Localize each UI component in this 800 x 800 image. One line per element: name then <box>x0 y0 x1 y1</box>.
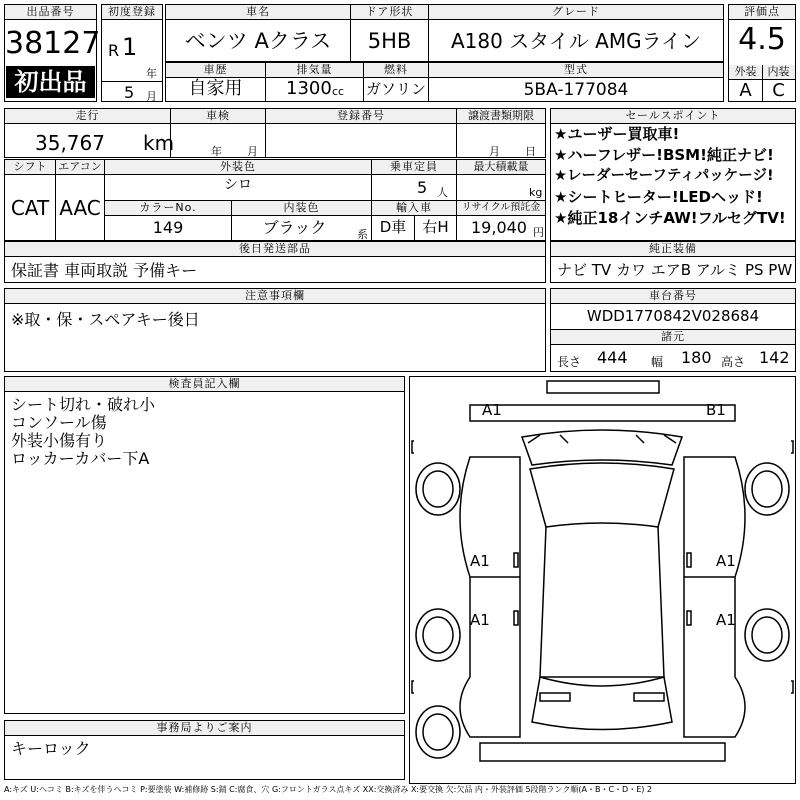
length: 444 <box>597 348 628 367</box>
damage-diagram <box>409 376 796 784</box>
mark-front-right: B1 <box>706 401 726 419</box>
later-parts-box <box>4 241 546 283</box>
transfer-day-unit: 日 <box>525 145 536 158</box>
era: R <box>108 41 120 60</box>
ext-color: シロ <box>224 177 252 193</box>
aircon: AAC <box>59 196 101 220</box>
length-label: 長さ <box>557 355 582 369</box>
width-label: 幅 <box>651 355 664 369</box>
displacement-label: 排気量 <box>266 63 363 78</box>
car-name: ベンツ Aクラス <box>184 29 332 53</box>
history-label: 車歴 <box>166 63 265 78</box>
first-registration-box <box>101 4 163 102</box>
capacity-label: 乗車定員 <box>372 160 456 175</box>
office-label: 事務局よりご案内 <box>5 721 404 736</box>
import-handle: 右H <box>422 218 449 236</box>
mark-door-rr: A1 <box>716 611 736 629</box>
inspector-note: コンソール傷 <box>11 413 107 432</box>
capacity: 5 <box>417 178 428 197</box>
exterior-grade: A <box>739 80 752 101</box>
sales-point-line: ★純正18インチAW!フルセグTV! <box>554 209 786 227</box>
import-dealer: D車 <box>379 218 407 236</box>
color-no: 149 <box>152 218 184 237</box>
left-side <box>460 457 520 737</box>
office-note: キーロック <box>11 739 91 758</box>
sales-point-box <box>550 108 796 241</box>
max-load-unit: kg <box>529 186 543 199</box>
chassis-number: WDD1770842V028684 <box>586 307 760 325</box>
chassis-label: 車台番号 <box>551 289 795 304</box>
reg-month: 5 <box>124 83 135 102</box>
front-bumper <box>547 381 659 393</box>
caution-label: 注意事項欄 <box>5 289 545 304</box>
office-box <box>4 720 405 780</box>
door-shape: 5HB <box>367 29 412 53</box>
mileage-unit: km <box>143 131 175 155</box>
rear-window <box>532 677 672 730</box>
roof <box>540 527 664 677</box>
mark-door-fl: A1 <box>470 552 490 570</box>
sales-point-line: ★レーダーセーフティパッケージ! <box>554 168 774 184</box>
height-label: 高さ <box>721 355 746 369</box>
sales-point-label: セールスポイント <box>551 109 795 124</box>
inspection-year-unit: 年 <box>211 145 222 158</box>
reg-year: 1 <box>122 33 138 61</box>
caution-box <box>4 288 546 372</box>
width: 180 <box>681 348 712 367</box>
year-unit: 年 <box>146 67 157 80</box>
int-color-label: 内装色 <box>232 201 371 216</box>
interior-label: 内装 <box>762 65 795 80</box>
transfer-month-unit: 月 <box>489 145 500 158</box>
capacity-unit: 人 <box>437 186 448 199</box>
car-diagram-svg <box>410 377 795 783</box>
caution-note: ※取・保・スペアキー後日 <box>11 310 200 329</box>
fuel: ガソリン <box>365 80 426 98</box>
lot-number-label: 出品番号 <box>5 5 96 20</box>
sales-point-line: ★ユーザー買取車! <box>554 125 680 143</box>
max-load-label: 最大積載量 <box>457 160 545 175</box>
inspector-label: 検査員記入欄 <box>5 377 404 392</box>
hood-outline <box>522 430 682 465</box>
first-registration-label: 初度登録 <box>102 5 162 20</box>
chassis-box <box>550 288 796 372</box>
int-color-unit: 系 <box>357 228 368 241</box>
mileage-label: 走行 <box>5 109 170 124</box>
lot-number: 38127 <box>5 26 101 61</box>
sales-point-line: ★ハーフレザー!BSM!純正ナビ! <box>554 146 774 164</box>
shift-label: シフト <box>5 160 55 175</box>
ext-color-label: 外装色 <box>105 160 371 175</box>
model-code: 5BA-177084 <box>523 80 629 100</box>
windshield <box>530 463 674 527</box>
rear-bumper <box>480 743 725 761</box>
inspector-note: ロッカーカバー下A <box>11 449 150 468</box>
equipment: ナビ TV カワ エアB アルミ PS PW <box>557 261 793 279</box>
grade-label: グレード <box>429 5 723 20</box>
mark-door-fr: A1 <box>716 552 736 570</box>
month-unit: 月 <box>146 90 157 103</box>
transfer-label: 譲渡書類期限 <box>457 109 545 124</box>
fuel-label: 燃料 <box>364 63 428 78</box>
later-parts: 保証書 車両取説 予備キー <box>11 261 198 280</box>
int-color: ブラック <box>262 218 327 237</box>
equipment-label: 純正装備 <box>551 242 795 257</box>
rating-label: 評価点 <box>729 5 795 20</box>
interior-grade: C <box>772 80 785 101</box>
vehicle-info-row2 <box>165 62 724 102</box>
dimensions-label: 諸元 <box>551 330 795 345</box>
grade: A180 スタイル AMGライン <box>450 29 701 53</box>
vehicle-info-row1 <box>165 4 724 62</box>
recycle-label: リサイクル預託金 <box>457 201 545 216</box>
later-parts-label: 後日発送部品 <box>5 242 545 257</box>
height: 142 <box>759 348 790 367</box>
color-no-label: カラーNo. <box>105 201 231 216</box>
legend: A:キズ U:ヘコミ B:キズを伴うヘコミ P:要塗装 W:補修跡 S:錆 C:腐食、穴 G:フロントガラス点キズ XX:交換済み X:要交換 欠:欠品 内・外装評価 5段階ランク順(A・B・C・D・E) 2 <box>4 785 653 794</box>
inspection-month-unit: 月 <box>247 145 258 158</box>
overall-rating: 4.5 <box>738 22 786 57</box>
inspector-box <box>4 376 405 714</box>
exterior-label: 外装 <box>729 65 762 80</box>
mileage: 35,767 <box>35 131 105 155</box>
first-listing-badge: 初出品 <box>6 66 95 98</box>
inspector-note: シート切れ・破れ小 <box>11 395 156 414</box>
spec-grid <box>4 159 546 241</box>
mark-door-rl: A1 <box>470 611 490 629</box>
import-label: 輸入車 <box>372 201 456 216</box>
equipment-box <box>550 241 796 283</box>
sales-point-line: ★シートヒーター!LEDヘッド! <box>554 188 763 206</box>
inspection-label: 車検 <box>171 109 265 124</box>
recycle-fee: 19,040 <box>471 218 527 237</box>
reg-number-label: 登録番号 <box>266 109 456 124</box>
displacement: 1300 <box>286 78 332 99</box>
history: 自家用 <box>188 78 243 99</box>
rating-box <box>728 4 796 102</box>
recycle-unit: 円 <box>533 226 544 239</box>
inspector-note: 外装小傷有り <box>11 431 108 450</box>
aircon-label: エアコン <box>56 160 104 175</box>
model-label: 型式 <box>429 63 723 78</box>
door-label: ドア形状 <box>351 5 428 20</box>
displacement-unit: cc <box>332 85 345 98</box>
mark-front-left: A1 <box>482 401 502 419</box>
shift: CAT <box>10 196 50 220</box>
car-name-label: 車名 <box>166 5 350 20</box>
right-side <box>684 457 745 737</box>
front-panel <box>470 405 735 421</box>
mileage-row <box>4 108 546 158</box>
